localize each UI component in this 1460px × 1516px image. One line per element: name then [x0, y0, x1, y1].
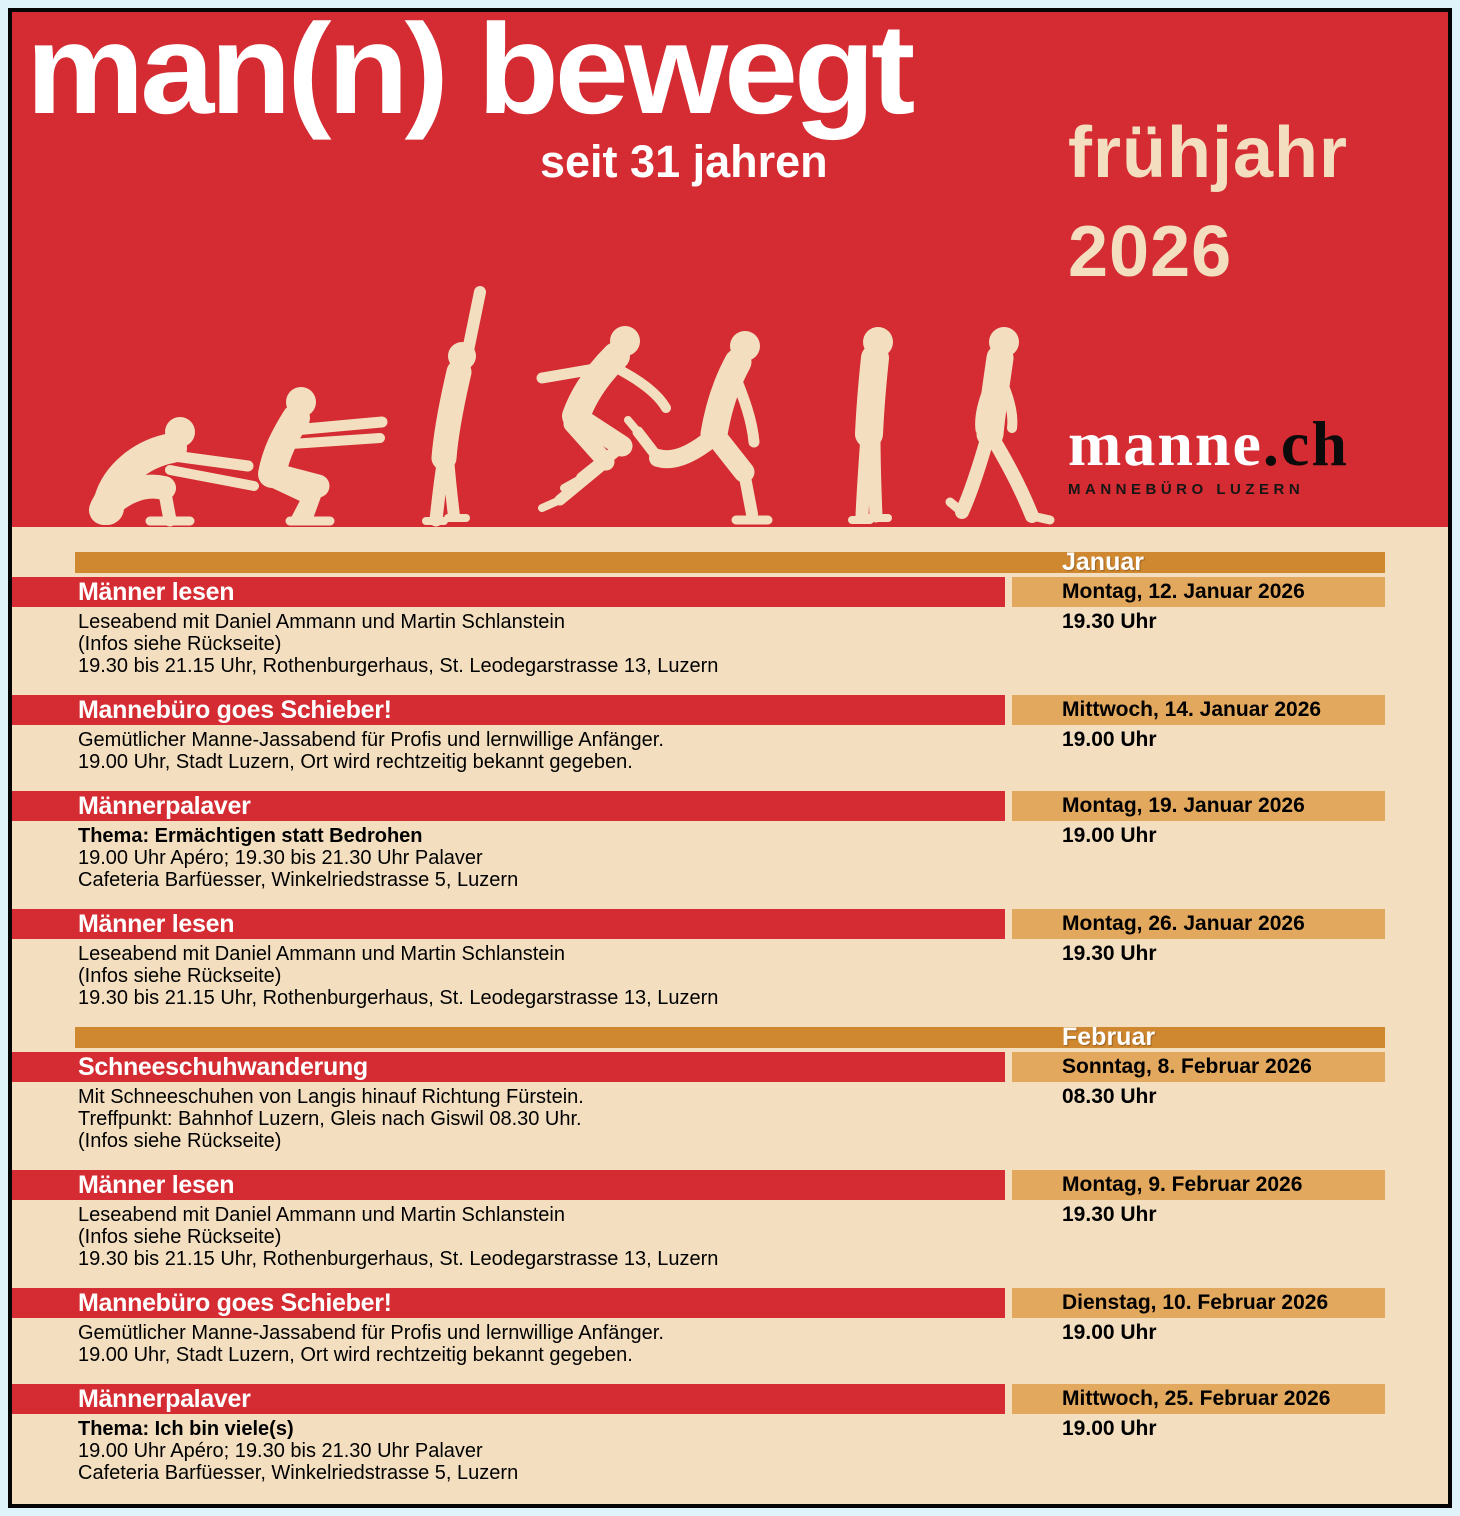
event-left-column	[12, 1170, 1005, 1270]
event-title: Mannebüro goes Schieber!	[78, 1288, 392, 1317]
event-title: Männer lesen	[78, 1170, 235, 1199]
event-left-column	[12, 909, 1005, 1009]
season-label	[1068, 104, 1348, 302]
event-left-column	[12, 1052, 1005, 1152]
month-section	[12, 548, 1448, 1009]
event-row	[12, 1288, 1448, 1366]
event-time: 08.30 Uhr	[1062, 1085, 1157, 1108]
event-date: Dienstag, 10. Februar 2026	[1062, 1291, 1329, 1314]
event-description	[12, 725, 1005, 773]
season-word: frühjahr	[1068, 113, 1349, 193]
event-date-bar	[1012, 909, 1385, 939]
month-header-bar	[75, 1023, 1385, 1051]
event-right-column	[1012, 1170, 1448, 1270]
event-date-bar	[1012, 1288, 1385, 1318]
event-description	[12, 1414, 1005, 1484]
event-date-bar	[1012, 577, 1385, 607]
event-theme: Thema: Ermächtigen statt Bedrohen	[78, 825, 423, 847]
manne-logo	[1068, 408, 1349, 498]
event-detail-line: 19.30 bis 21.15 Uhr, Rothenburgerhaus, St. Leodegarstrasse 13, Luzern	[78, 1248, 719, 1270]
event-right-column	[1012, 695, 1448, 773]
event-title: Männerpalaver	[78, 1384, 251, 1413]
event-title: Männer lesen	[78, 577, 235, 606]
event-detail-line: Leseabend mit Daniel Ammann und Martin Schlanstein	[78, 1204, 565, 1226]
event-title-bar	[12, 1288, 1005, 1318]
event-row	[12, 695, 1448, 773]
season-year: 2026	[1068, 212, 1233, 292]
event-date: Mittwoch, 25. Februar 2026	[1062, 1387, 1331, 1410]
event-title: Mannebüro goes Schieber!	[78, 695, 392, 724]
jumping-man-icon	[542, 326, 666, 508]
event-time: 19.00 Uhr	[1062, 1417, 1157, 1440]
event-date-bar	[1012, 791, 1385, 821]
event-right-column	[1012, 1052, 1448, 1152]
event-detail-line: 19.00 Uhr, Stadt Luzern, Ort wird rechtzeitig bekannt gegeben.	[78, 751, 633, 773]
event-title-bar	[12, 577, 1005, 607]
event-date: Mittwoch, 14. Januar 2026	[1062, 698, 1322, 721]
event-row	[12, 1052, 1448, 1152]
page-title: man(n) bewegt	[26, 12, 912, 141]
stretching-man-icon	[426, 292, 480, 521]
month-events	[12, 577, 1448, 1009]
month-label: Februar	[1062, 1023, 1156, 1051]
event-description	[12, 821, 1005, 891]
event-left-column	[12, 791, 1005, 891]
event-date: Montag, 12. Januar 2026	[1062, 580, 1305, 603]
event-detail-line: (Infos siehe Rückseite)	[78, 965, 282, 987]
event-detail-line: 19.30 bis 21.15 Uhr, Rothenburgerhaus, St. Leodegarstrasse 13, Luzern	[78, 987, 719, 1009]
motion-figures-illustration	[12, 285, 1062, 527]
event-title-bar	[12, 909, 1005, 939]
landing-man-icon	[628, 331, 768, 520]
event-description	[12, 939, 1005, 1009]
event-title-bar	[12, 1052, 1005, 1082]
event-date: Montag, 19. Januar 2026	[1062, 794, 1305, 817]
event-title-bar	[12, 791, 1005, 821]
event-time: 19.30 Uhr	[1062, 942, 1157, 965]
event-row	[12, 1170, 1448, 1270]
event-description	[12, 1200, 1005, 1270]
event-detail-line: Leseabend mit Daniel Ammann und Martin Schlanstein	[78, 611, 565, 633]
standing-man-icon	[852, 327, 893, 520]
header-banner	[12, 12, 1448, 527]
event-title-bar	[12, 695, 1005, 725]
event-row	[12, 909, 1448, 1009]
squatting-man-icon	[272, 387, 382, 521]
event-title: Männerpalaver	[78, 791, 251, 820]
event-date: Sonntag, 8. Februar 2026	[1062, 1055, 1312, 1078]
event-title-bar	[12, 1384, 1005, 1414]
event-left-column	[12, 695, 1005, 773]
event-detail-line: (Infos siehe Rückseite)	[78, 1130, 282, 1152]
event-detail-line: Mit Schneeschuhen von Langis hinauf Richtung Fürstein.	[78, 1086, 584, 1108]
walking-man-icon	[950, 327, 1050, 520]
event-time: 19.00 Uhr	[1062, 824, 1157, 847]
event-title: Männer lesen	[78, 909, 235, 938]
event-schedule	[12, 527, 1448, 1504]
event-detail-line: Treffpunkt: Bahnhof Luzern, Gleis nach Giswil 08.30 Uhr.	[78, 1108, 582, 1130]
event-right-column	[1012, 1288, 1448, 1366]
logo-manne-text: manne	[1068, 408, 1263, 479]
event-right-column	[1012, 791, 1448, 891]
event-time: 19.00 Uhr	[1062, 1321, 1157, 1344]
flyer-inner-frame	[8, 8, 1452, 1508]
event-date: Montag, 9. Februar 2026	[1062, 1173, 1303, 1196]
event-left-column	[12, 1288, 1005, 1366]
event-theme: Thema: Ich bin viele(s)	[78, 1418, 294, 1440]
event-detail-line: 19.00 Uhr Apéro; 19.30 bis 21.30 Uhr Palaver	[78, 1440, 483, 1462]
event-date-bar	[1012, 1170, 1385, 1200]
event-row	[12, 791, 1448, 891]
event-right-column	[1012, 1384, 1448, 1484]
month-events	[12, 1052, 1448, 1484]
event-date: Montag, 26. Januar 2026	[1062, 912, 1305, 935]
event-detail-line: (Infos siehe Rückseite)	[78, 1226, 282, 1248]
month-section	[12, 1023, 1448, 1484]
month-label: Januar	[1062, 548, 1144, 576]
event-description	[12, 1318, 1005, 1366]
event-detail-line: Cafeteria Barfüesser, Winkelriedstrasse 5, Luzern	[78, 1462, 519, 1484]
event-description	[12, 1082, 1005, 1152]
event-description	[12, 607, 1005, 677]
event-left-column	[12, 1384, 1005, 1484]
event-detail-line: Leseabend mit Daniel Ammann und Martin Schlanstein	[78, 943, 565, 965]
event-detail-line: 19.00 Uhr, Stadt Luzern, Ort wird rechtzeitig bekannt gegeben.	[78, 1344, 633, 1366]
crouching-man-icon	[90, 417, 254, 525]
logo-ch-text: .ch	[1262, 408, 1349, 479]
subtitle-since: seit 31 jahren	[540, 136, 828, 187]
event-row	[12, 577, 1448, 677]
event-left-column	[12, 577, 1005, 677]
event-date-bar	[1012, 695, 1385, 725]
event-detail-line: (Infos siehe Rückseite)	[78, 633, 282, 655]
event-right-column	[1012, 577, 1448, 677]
event-detail-line: 19.30 bis 21.15 Uhr, Rothenburgerhaus, St. Leodegarstrasse 13, Luzern	[78, 655, 719, 677]
event-time: 19.00 Uhr	[1062, 728, 1157, 751]
event-row	[12, 1384, 1448, 1484]
event-date-bar	[1012, 1052, 1385, 1082]
event-time: 19.30 Uhr	[1062, 610, 1157, 633]
event-detail-line: 19.00 Uhr Apéro; 19.30 bis 21.30 Uhr Palaver	[78, 847, 483, 869]
event-date-bar	[1012, 1384, 1385, 1414]
event-time: 19.30 Uhr	[1062, 1203, 1157, 1226]
event-detail-line: Gemütlicher Manne-Jassabend für Profis und lernwillige Anfänger.	[78, 729, 664, 751]
event-title-bar	[12, 1170, 1005, 1200]
event-detail-line: Cafeteria Barfüesser, Winkelriedstrasse 5, Luzern	[78, 869, 519, 891]
event-right-column	[1012, 909, 1448, 1009]
event-detail-line: Gemütlicher Manne-Jassabend für Profis und lernwillige Anfänger.	[78, 1322, 664, 1344]
month-header-bar	[75, 548, 1385, 576]
event-title: Schneeschuhwanderung	[78, 1052, 368, 1081]
logo-tagline: MANNEBÜRO LUZERN	[1068, 481, 1305, 498]
